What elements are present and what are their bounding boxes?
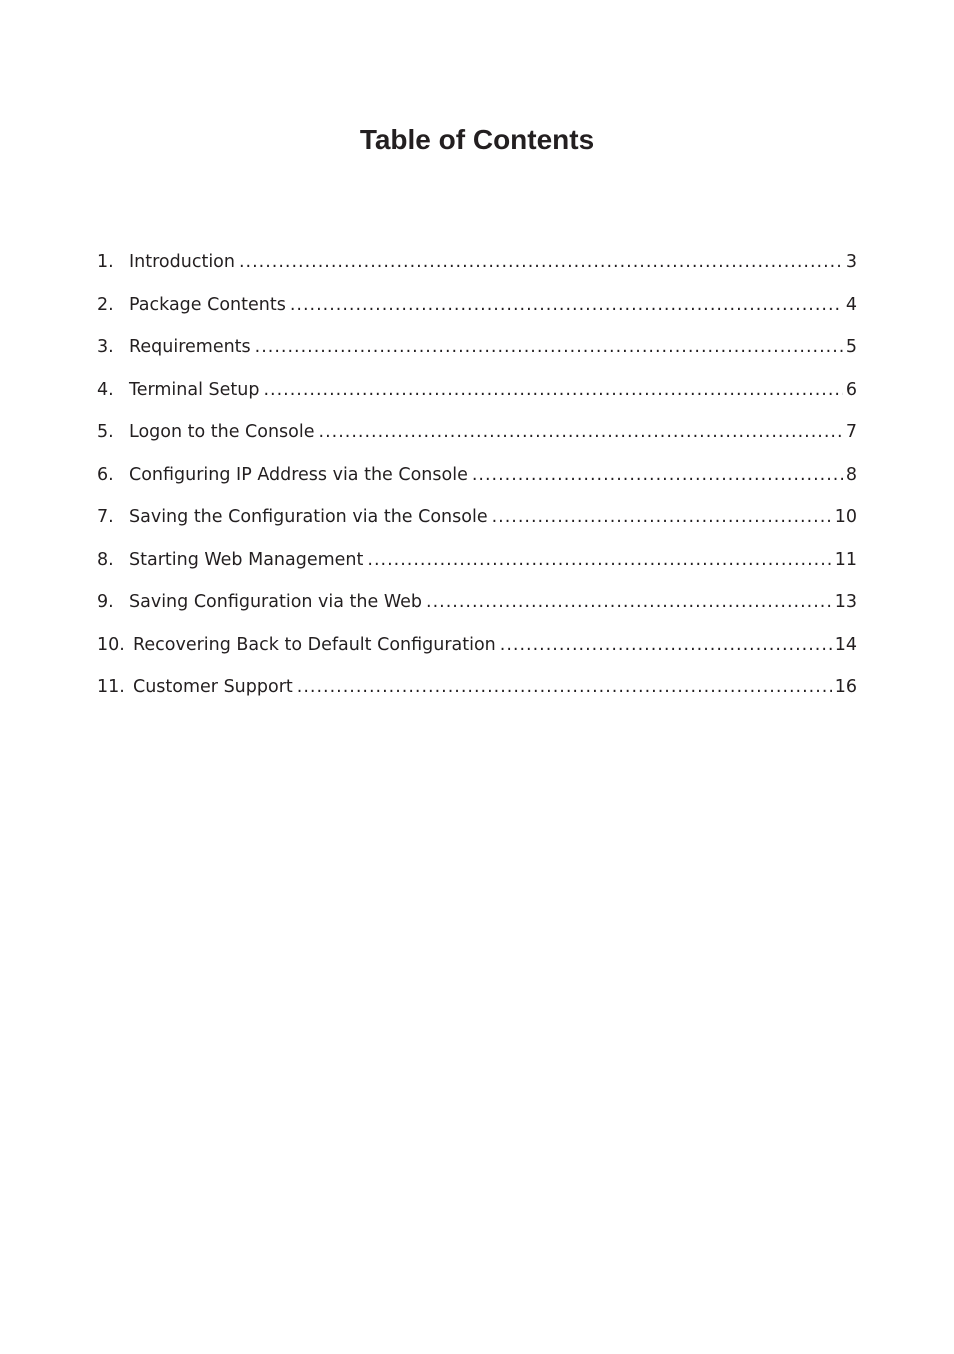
toc-entry-number: 8. [97, 549, 114, 570]
toc-entry-page[interactable]: 14 [834, 634, 857, 655]
toc-entry-saving-console[interactable] [97, 503, 857, 546]
toc-entry-recovering-default[interactable] [97, 631, 857, 674]
toc-entry-number: 11. [97, 677, 125, 697]
dot-leader [472, 461, 843, 489]
toc-entry-number: 9. [97, 592, 114, 612]
dot-leader [255, 333, 843, 361]
dot-leader [492, 503, 832, 531]
toc-entry-terminal-setup[interactable] [97, 376, 857, 419]
toc-entry-page[interactable]: 10 [834, 507, 857, 527]
toc-entry-title[interactable]: Saving the Configuration via the Console [129, 507, 488, 527]
toc-entry-package-contents[interactable] [97, 291, 857, 334]
toc-entry-customer-support[interactable] [97, 673, 857, 716]
toc-entry-page[interactable]: 7 [845, 422, 857, 442]
dot-leader [426, 588, 832, 616]
toc-entry-requirements[interactable] [97, 333, 857, 376]
toc-entry-page[interactable]: 4 [845, 294, 857, 315]
dot-leader [239, 248, 843, 276]
toc-entry-saving-web[interactable] [97, 588, 857, 631]
toc-entry-introduction[interactable] [97, 248, 857, 291]
dot-leader [319, 418, 843, 446]
toc-entry-title[interactable]: Recovering Back to Default Configuration [133, 634, 496, 655]
page-title: Table of Contents [359, 124, 595, 155]
dot-leader [297, 673, 832, 701]
dot-leader [290, 291, 843, 319]
toc-entry-title[interactable]: Requirements [129, 337, 251, 357]
toc-entry-title[interactable]: Package Contents [129, 294, 286, 315]
toc-entry-number: 7. [97, 507, 114, 527]
dot-leader [367, 546, 831, 574]
toc-entry-page[interactable]: 3 [845, 252, 857, 272]
toc-entry-title[interactable]: Saving Configuration via the Web [129, 592, 422, 612]
table-of-contents [97, 248, 857, 716]
toc-entry-number: 10. [97, 634, 125, 655]
toc-entry-number: 6. [97, 464, 114, 485]
toc-entry-page[interactable]: 11 [834, 549, 857, 570]
toc-entry-logon-console[interactable] [97, 418, 857, 461]
toc-entry-title[interactable]: Starting Web Management [129, 549, 364, 570]
toc-entry-title[interactable]: Logon to the Console [129, 422, 315, 442]
toc-entry-page[interactable]: 13 [834, 592, 857, 612]
toc-entry-number: 2. [97, 294, 114, 315]
toc-entry-page[interactable]: 8 [845, 464, 857, 485]
toc-entry-title[interactable]: Terminal Setup [129, 379, 260, 400]
toc-entry-title[interactable]: Introduction [129, 252, 235, 272]
toc-entry-configuring-ip[interactable] [97, 461, 857, 504]
toc-entry-number: 1. [97, 252, 114, 272]
toc-entry-web-management[interactable] [97, 546, 857, 589]
toc-entry-page[interactable]: 5 [845, 337, 857, 357]
dot-leader [500, 631, 832, 659]
toc-entry-page[interactable]: 16 [834, 677, 857, 697]
toc-entry-number: 4. [97, 379, 114, 400]
dot-leader [263, 376, 842, 404]
toc-entry-number: 3. [97, 337, 114, 357]
toc-entry-number: 5. [97, 422, 114, 442]
toc-entry-page[interactable]: 6 [845, 379, 857, 400]
toc-entry-title[interactable]: Customer Support [133, 677, 293, 697]
toc-entry-title[interactable]: Configuring IP Address via the Console [129, 464, 468, 485]
